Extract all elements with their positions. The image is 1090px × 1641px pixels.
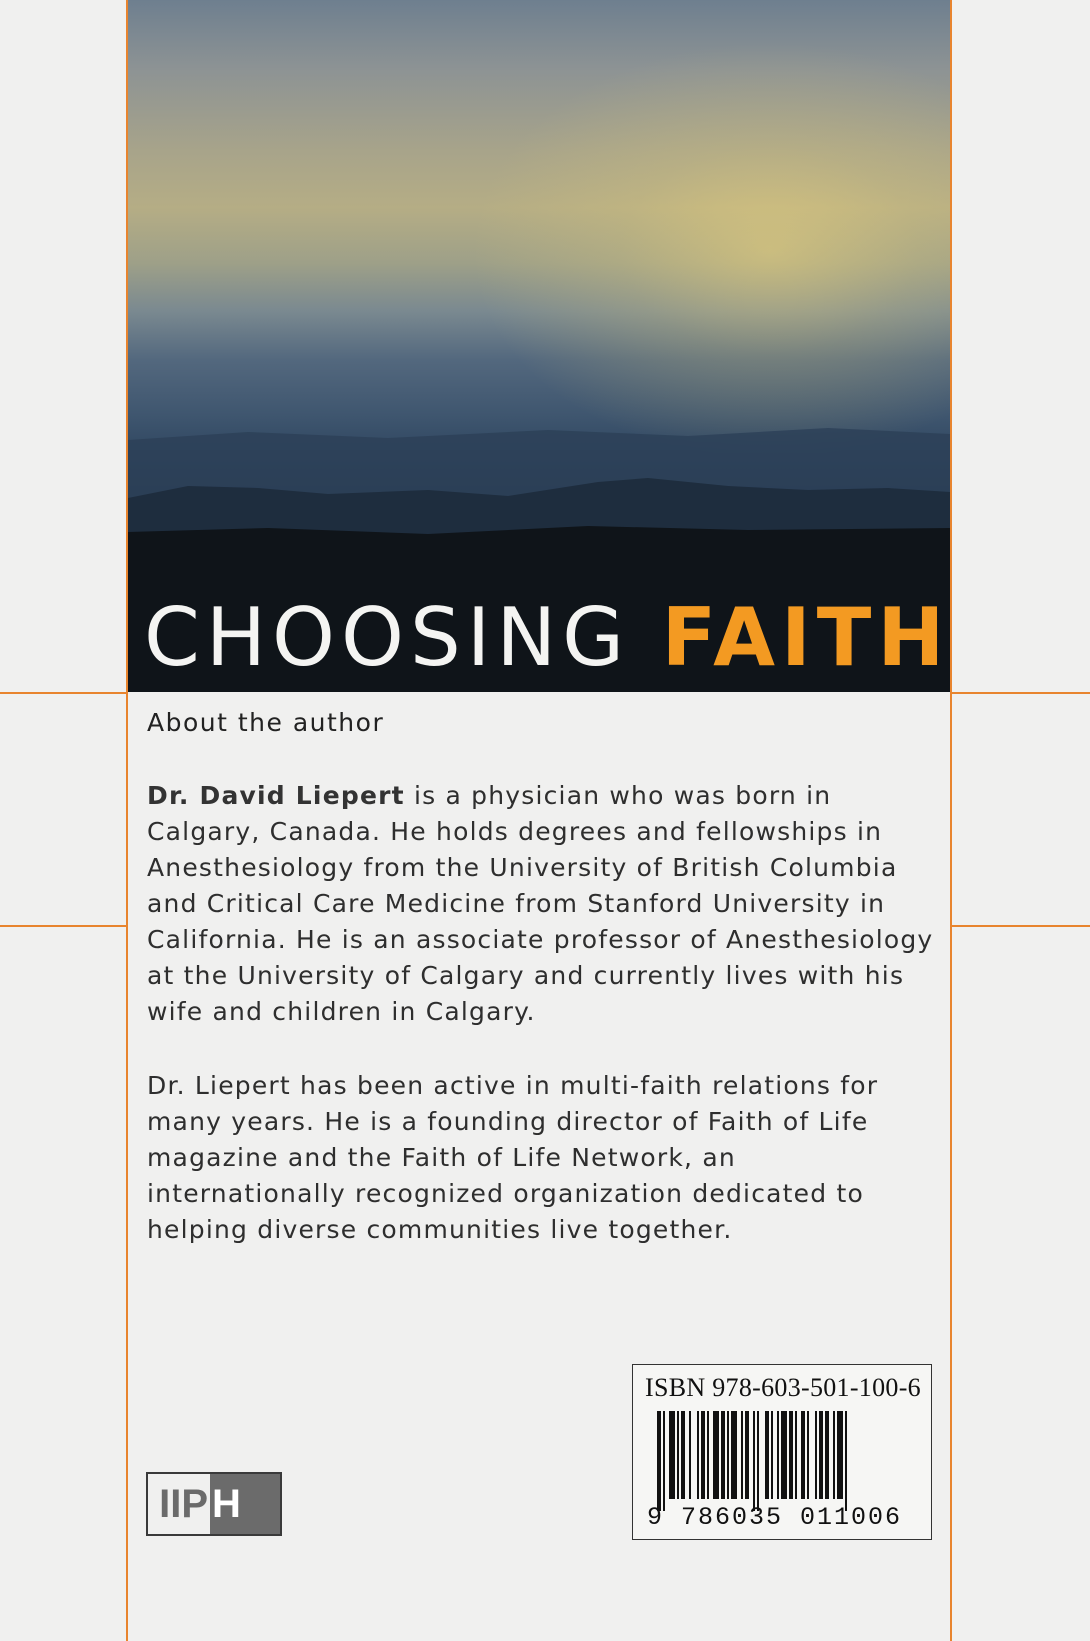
- barcode-bar: [663, 1411, 665, 1511]
- logo-part-2: H: [212, 1481, 241, 1526]
- landscape-silhouette: [128, 0, 950, 692]
- bio-paragraph-1: [147, 778, 937, 1030]
- about-heading: About the author: [147, 708, 385, 737]
- barcode-bar: [801, 1411, 805, 1499]
- barcode-bar: [707, 1411, 709, 1499]
- barcode-digits: 9 786035 011006: [647, 1503, 903, 1532]
- barcode-bar: [815, 1411, 817, 1499]
- barcode-bar: [845, 1411, 847, 1511]
- fold-mark-top-right: [952, 692, 1090, 694]
- barcode-bar: [753, 1411, 755, 1511]
- barcode-bar: [669, 1411, 675, 1499]
- barcode-bar: [795, 1411, 797, 1499]
- barcode-bar: [701, 1411, 705, 1499]
- barcode-bar: [745, 1411, 749, 1499]
- barcode-bar: [807, 1411, 809, 1499]
- isbn-barcode-box: [632, 1364, 932, 1540]
- barcode-bar: [713, 1411, 719, 1499]
- barcode-bar: [825, 1411, 829, 1499]
- barcode-bar: [781, 1411, 787, 1499]
- cover-title: [144, 591, 950, 684]
- barcode-bar: [741, 1411, 743, 1499]
- frame-line-right: [950, 0, 952, 1641]
- title-word-faith: FAITH: [661, 591, 950, 684]
- isbn-label: ISBN 978-603-501-100-6: [645, 1373, 921, 1402]
- bio-paragraph-2: Dr. Liepert has been active in multi-faith relations for many years. He is a founding director of Faith of Life magazine and the Faith of Life Network, an internationally recognized organization dedicated to helping diverse communities live together.: [147, 1071, 879, 1244]
- barcode-bar: [819, 1411, 823, 1499]
- barcode-bar: [765, 1411, 769, 1499]
- cover-landscape-photo: [128, 0, 950, 692]
- barcode-bar: [789, 1411, 793, 1499]
- barcode-bar: [677, 1411, 679, 1499]
- author-name: Dr. David Liepert: [147, 781, 405, 810]
- barcode-bar: [777, 1411, 779, 1499]
- logo-part-1: IIP: [148, 1474, 210, 1534]
- barcode-bar: [657, 1411, 661, 1511]
- barcode-bar: [771, 1411, 773, 1499]
- fold-mark-mid-left: [0, 925, 126, 927]
- publisher-logo: [146, 1472, 282, 1536]
- barcode-bar: [689, 1411, 691, 1499]
- barcode-bar: [757, 1411, 759, 1511]
- barcode-bars: [643, 1411, 923, 1511]
- barcode-bar: [731, 1411, 737, 1499]
- barcode-bar: [837, 1411, 843, 1499]
- bio-paragraph-1-text: is a physician who was born in Calgary, Canada. He holds degrees and fellowships in Anesthesiology from the University of British Columbia and Critical Care Medicine from Stanford University in California. He is an associate professor of Anesthesiology at the University of Calgary and currently lives with his wife and children in Calgary.: [147, 781, 934, 1026]
- barcode-bar: [681, 1411, 685, 1499]
- barcode-bar: [697, 1411, 699, 1499]
- barcode-bar: [727, 1411, 729, 1499]
- fold-mark-mid-right: [952, 925, 1090, 927]
- title-word-choosing: CHOOSING: [144, 591, 631, 684]
- fold-mark-top-left: [0, 692, 126, 694]
- barcode-bar: [721, 1411, 725, 1499]
- barcode-bar: [833, 1411, 835, 1499]
